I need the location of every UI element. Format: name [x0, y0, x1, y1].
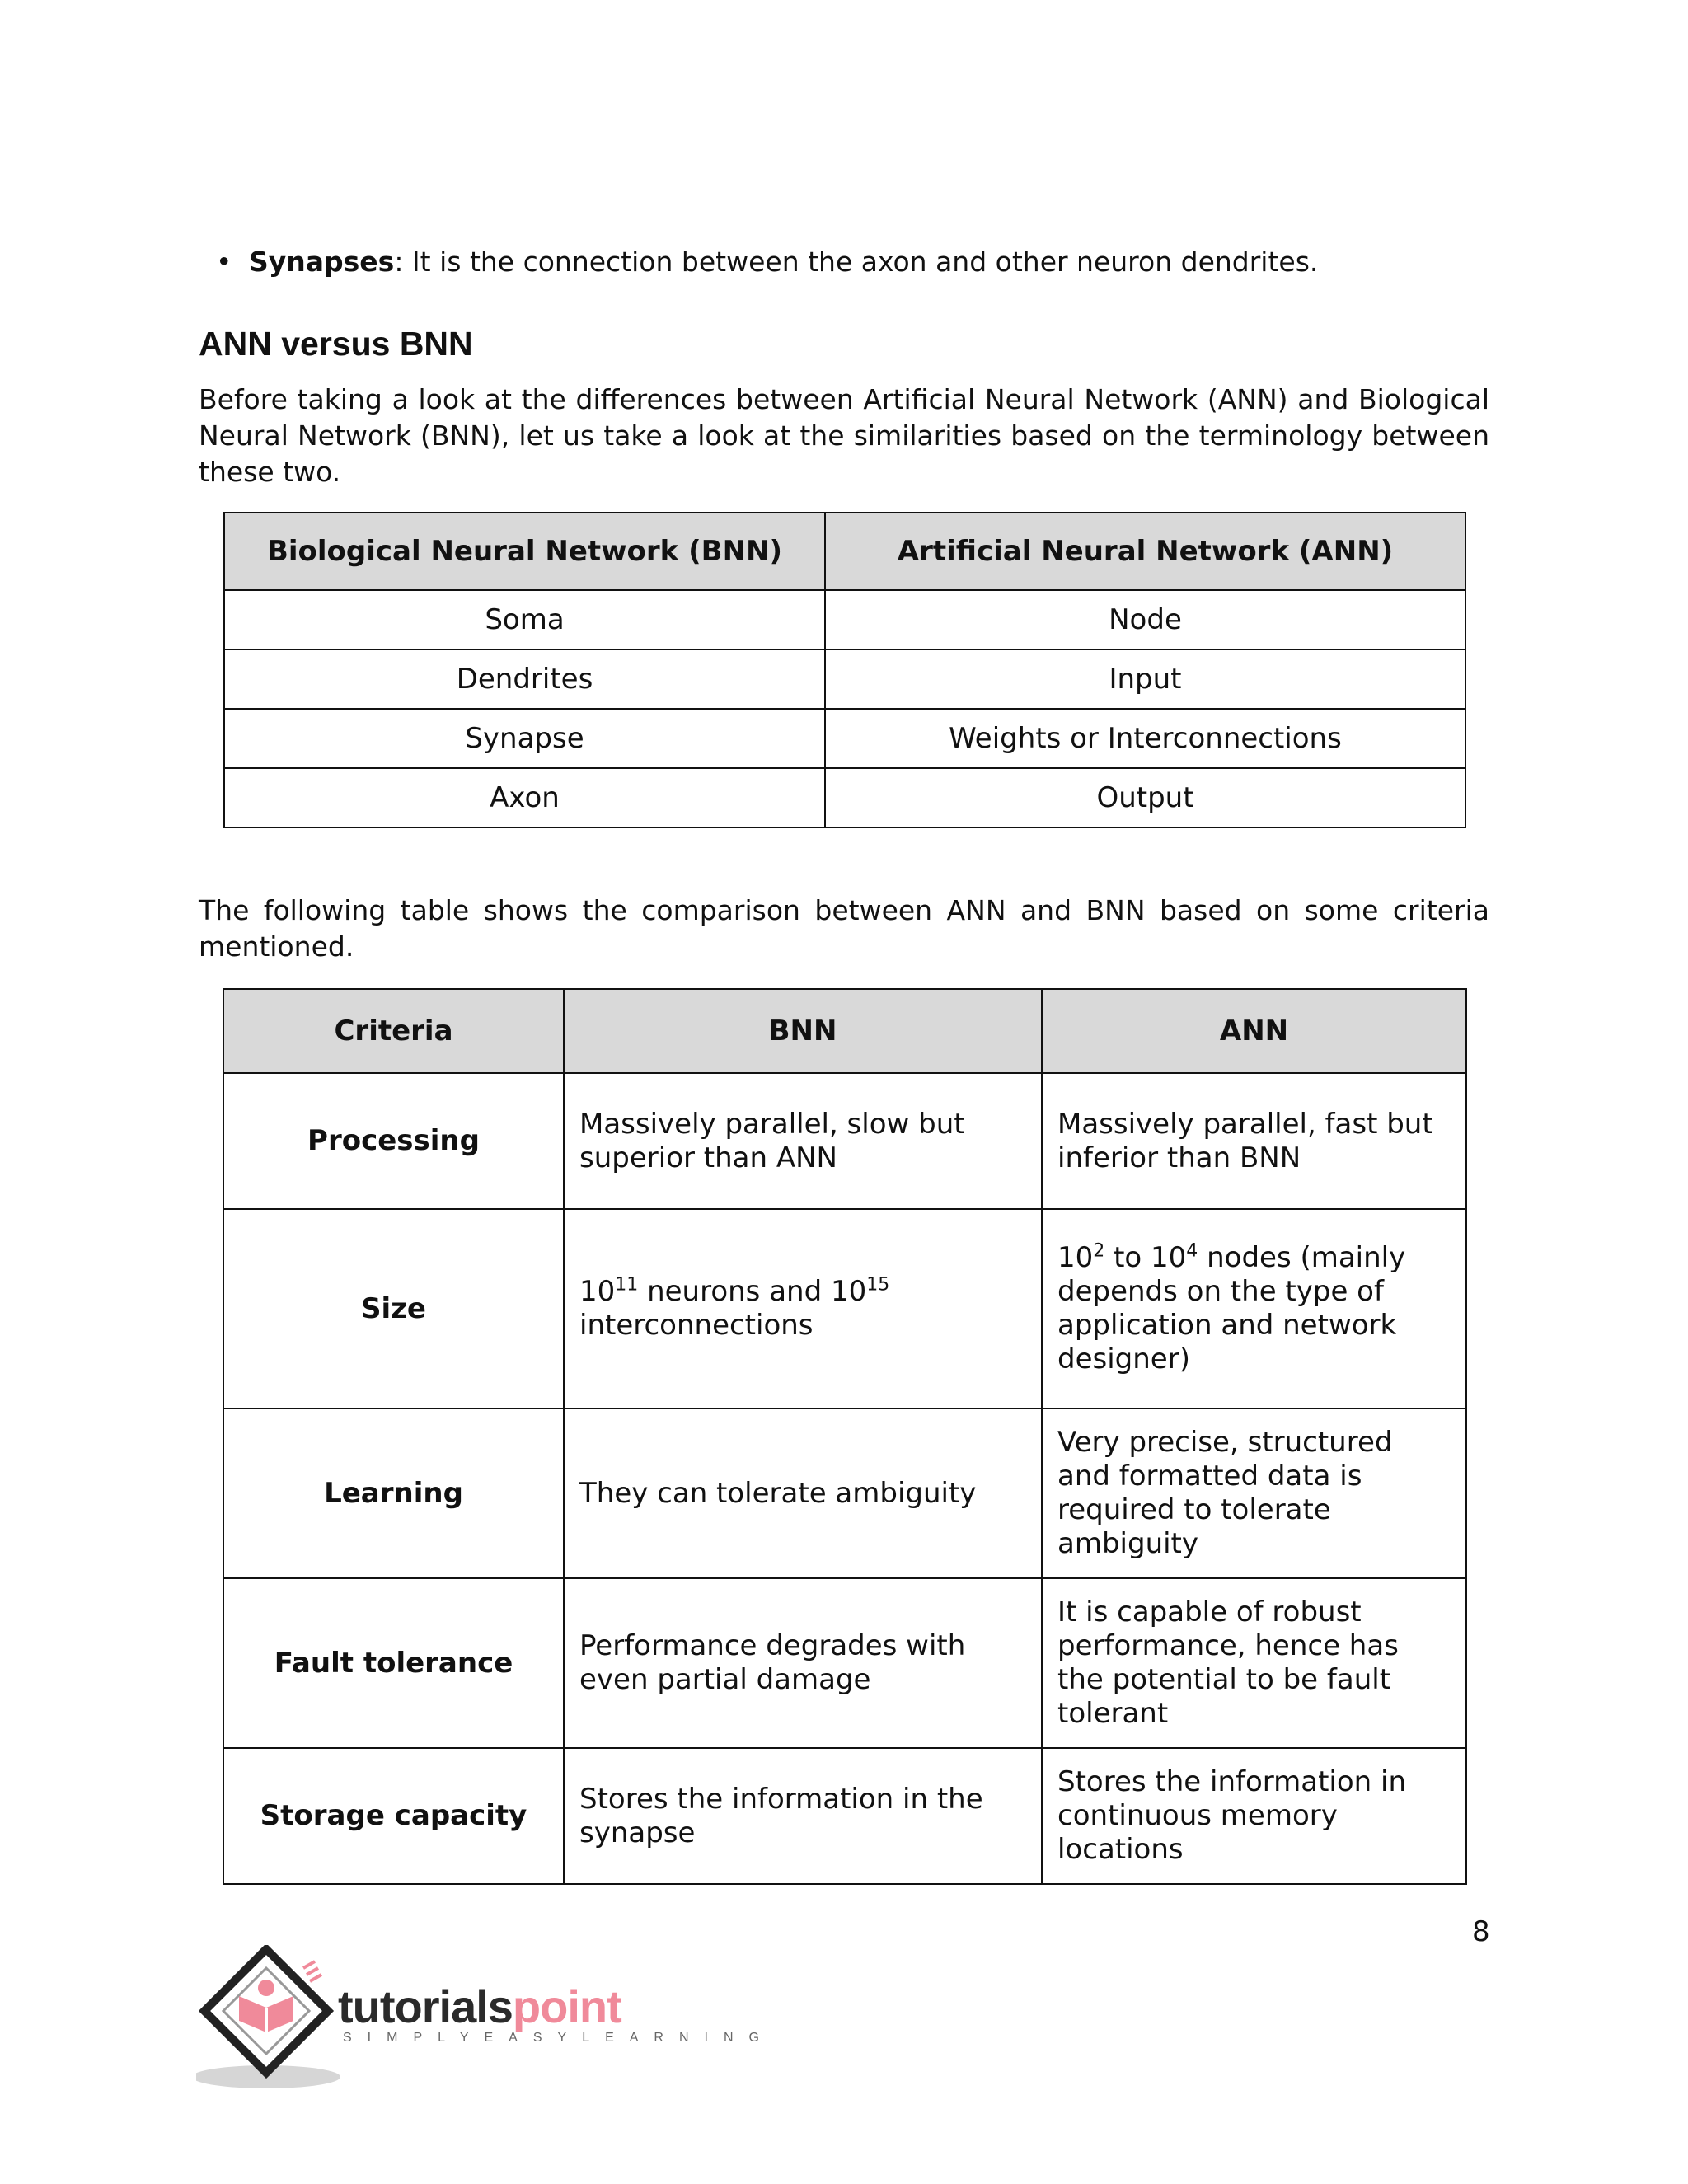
ann-term: Input [825, 649, 1465, 709]
logo-wordmark: tutorialspoint [338, 1980, 621, 2032]
bnn-term: Dendrites [224, 649, 825, 709]
bullet-text: : It is the connection between the axon and other neuron dendrites. [394, 246, 1319, 278]
header-ann: ANN [1042, 989, 1466, 1073]
bnn-cell: They can tolerate ambiguity [564, 1408, 1042, 1578]
tutorialspoint-logo [196, 1945, 775, 2093]
comparison-intro: The following table shows the comparison between ANN and BNN based on some criteria mentioned. [199, 894, 1489, 963]
ann-cell: Massively parallel, fast but inferior than BNN [1042, 1073, 1466, 1209]
table-row [223, 1748, 1466, 1884]
bnn-term: Soma [224, 590, 825, 649]
ann-cell: It is capable of robust performance, hence has the potential to be fault tolerant [1042, 1578, 1466, 1748]
table-row [224, 709, 1465, 768]
terminology-table [223, 512, 1466, 828]
intro-paragraph: Before taking a look at the differences between Artificial Neural Network (ANN) and Biological Neural Network (BNN), let us take a look at the similarities based on the terminology between these two. [199, 383, 1489, 488]
table-row [223, 1073, 1466, 1209]
bnn-cell: Performance degrades with even partial damage [564, 1578, 1042, 1748]
table-row [224, 590, 1465, 649]
header-ann: Artificial Neural Network (ANN) [825, 513, 1465, 590]
header-criteria: Criteria [223, 989, 564, 1073]
bnn-cell: Massively parallel, slow but superior than ANN [564, 1073, 1042, 1209]
ann-cell: Stores the information in continuous memory locations [1042, 1748, 1466, 1884]
criteria-cell: Fault tolerance [223, 1578, 564, 1748]
bnn-cell: $10^{11}$ neurons and $10^{15}$ interconnections [564, 1209, 1042, 1408]
table-header-row [224, 513, 1465, 590]
comparison-table [223, 988, 1467, 1885]
bullet-dot-icon: • [216, 246, 232, 278]
ann-term: Output [825, 768, 1465, 827]
bnn-term: Axon [224, 768, 825, 827]
bullet-term: Synapses [249, 246, 395, 278]
criteria-cell: Storage capacity [223, 1748, 564, 1884]
bnn-cell: Stores the information in the synapse [564, 1748, 1042, 1884]
ann-term: Node [825, 590, 1465, 649]
table-row [224, 768, 1465, 827]
logo-tagline: SIMPLYEASYLEARNING [343, 2031, 775, 2045]
logo-diamond-icon [196, 1945, 345, 2093]
table-row [224, 649, 1465, 709]
ann-term: Weights or Interconnections [825, 709, 1465, 768]
table-header-row [223, 989, 1466, 1073]
table-row [223, 1408, 1466, 1578]
header-bnn: BNN [564, 989, 1042, 1073]
bnn-term: Synapse [224, 709, 825, 768]
ann-cell: $10^2$ to $10^4$ nodes (mainly depends on the type of application and network designer) [1042, 1209, 1466, 1408]
criteria-cell: Size [223, 1209, 564, 1408]
bullet-item [216, 242, 1319, 282]
ann-cell: Very precise, structured and formatted data is required to tolerate ambiguity [1042, 1408, 1466, 1578]
header-bnn: Biological Neural Network (BNN) [224, 513, 825, 590]
table-row [223, 1578, 1466, 1748]
criteria-cell: Learning [223, 1408, 564, 1578]
table-row [223, 1209, 1466, 1408]
criteria-cell: Processing [223, 1073, 564, 1209]
section-heading: ANN versus BNN [199, 325, 473, 363]
page-number: 8 [1472, 1915, 1490, 1948]
